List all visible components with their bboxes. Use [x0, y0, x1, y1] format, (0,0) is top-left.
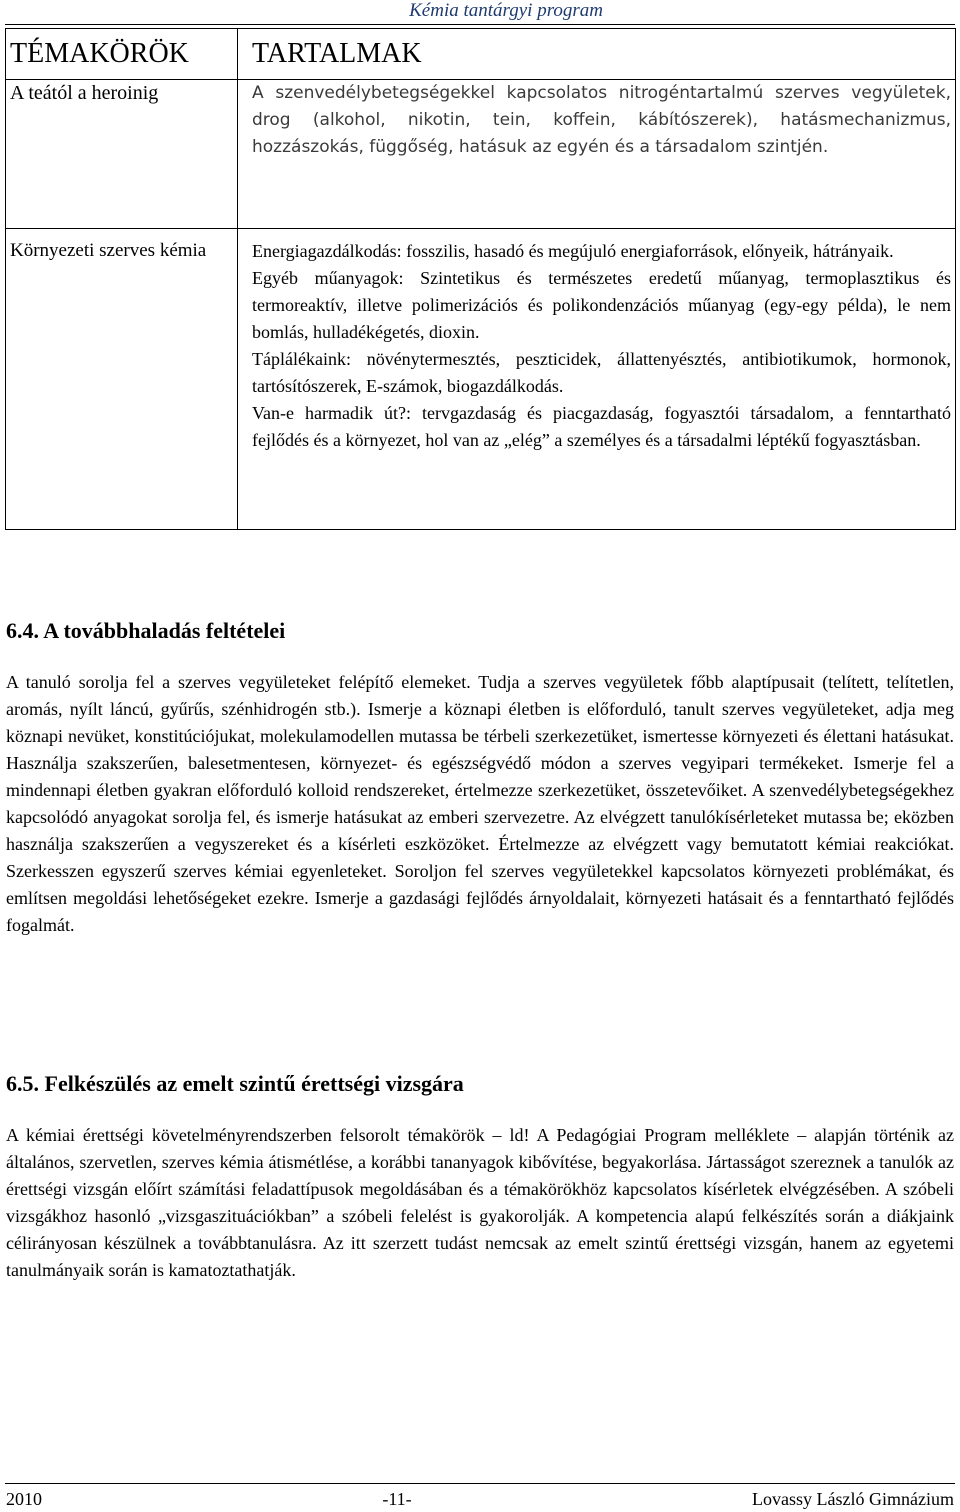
topic-label: A teától a heroinig	[10, 82, 159, 104]
topics-table	[5, 28, 956, 530]
page-footer	[6, 1488, 954, 1510]
section-heading: 6.5. Felkészülés az emelt szintű érettségi vizsgára	[6, 1071, 464, 1096]
content-paragraph: Táplálékaink: növénytermesztés, peszticidek, állattenyésztés, antibiotikumok, hormonok, tartósítószerek, E-számok, biogazdálkodás.	[252, 349, 951, 396]
footer-page-number: -11-	[382, 1489, 412, 1509]
section-exam-preparation	[6, 1071, 954, 1284]
topic-label: Környezeti szerves kémia	[10, 240, 207, 261]
table-header-row	[6, 29, 956, 80]
content-paragraph: Egyéb műanyagok: Szintetikus és természetes eredetű műanyag, termoplasztikus és termoreaktív, illetve polimerizációs és polikondenzációs műanyag (egy-egy példa), le nem bomlás, hulladékégetés, dioxin.	[252, 268, 951, 342]
header-rule	[5, 24, 955, 25]
table-row	[6, 229, 956, 530]
section-progression-conditions	[6, 618, 954, 939]
section-heading: 6.4. A továbbhaladás feltételei	[6, 618, 286, 643]
content-text	[238, 229, 955, 454]
content-paragraph: Van-e harmadik út?: tervgazdaság és piacgazdaság, fogyasztói társadalom, a fenntartható fejlődés és a környezet, hol van az „elég” a személyes és a társadalmi léptékű fogyasztásban.	[252, 403, 951, 450]
content-paragraph: A szenvedélybetegségekkel kapcsolatos nitrogéntartalmú szerves vegyületek, drog (alkohol, nikotin, tein, koffein, kábítószerek), hatásmechanizmus, hozzászokás, függőség, hatásuk az egyén és a társadalom szintjén.	[252, 83, 951, 157]
content-cell	[238, 80, 956, 229]
footer-year: 2010	[6, 1489, 42, 1509]
footer-rule	[5, 1483, 955, 1484]
section-body: A kémiai érettségi követelményrendszerben felsorolt témakörök – ld! A Pedagógiai Program melléklete – alapján történik az általános, szervetlen, szerves kémia átismétlése, a korábbi tananyagok kibővítése, begyakorlása. Jártasságot szereznek a tanulók az érettségi vizsgán előírt számítási feladattípusok megoldásában és a témakörökhöz kapcsolatos kísérletek elvégzésében. A szóbeli vizsgákhoz hasonló „vizsgaszituációkban” a szóbeli felelést is gyakorolják. A kompetencia alapú felkészítés során a diákjaink célirányosan készülnek a továbbtanulásra. Az itt szerzett tudást nemcsak az emelt szintű érettségi vizsgán, hanem az egyetemi tanulmányaik során is kamatoztathatják.	[6, 1125, 954, 1280]
column-header-contents: TARTALMAK	[238, 29, 956, 80]
table-row	[6, 80, 956, 229]
content-paragraph: Energiagazdálkodás: fosszilis, hasadó és megújuló energiaforrások, előnyeik, hátrányaik.	[252, 241, 894, 261]
topic-cell	[6, 80, 238, 229]
section-body: A tanuló sorolja fel a szerves vegyületeket felépítő elemeket. Tudja a szerves vegyületek főbb alaptípusait (telített, telítetlen, aromás, nyílt láncú, gyűrűs, szénhidrogén stb.). Ismerje a köznapi életben is előforduló, tanult szerves vegyületeket, adja meg köznapi nevüket, konstitúciójukat, molekulamodellen mutassa be térbeli szerkezetüket, ismertesse környezeti és élettani hatásukat. Használja szakszerűen, balesetmentesen, környezet- és egészségvédő módon a szerves vegyipari termékeket. Ismerje fel a mindennapi életben gyakran előforduló kolloid rendszereket, értelmezze szerkezetüket, összetevőiket. A szenvedélybetegségekhez kapcsolódó anyagokat sorolja fel, és ismerje hatásukat az emberi szervezetre. Az elvégzett tanulókísérleteket mutassa be; eközben használja szakszerűen a vegyszereket és a kísérleti eszközöket. Értelmezze az elvégzett vagy bemutatott kémiai reakciókat. Szerkesszen egyszerű szerves kémiai egyenleteket. Soroljon fel szerves vegyületekkel kapcsolatos környezeti problémákat, és említsen megoldási lehetőségeket ezekre. Ismerje a gazdasági fejlődés árnyoldalait, környezeti hatásait és a fenntartható fejlődés fogalmát.	[6, 672, 954, 935]
footer-school-name: Lovassy László Gimnázium	[752, 1489, 954, 1509]
column-header-topics: TÉMAKÖRÖK	[6, 29, 238, 80]
content-cell	[238, 229, 956, 530]
document-header-title: Kémia tantárgyi program	[409, 0, 603, 21]
topic-cell	[6, 229, 238, 530]
content-text	[238, 80, 955, 161]
